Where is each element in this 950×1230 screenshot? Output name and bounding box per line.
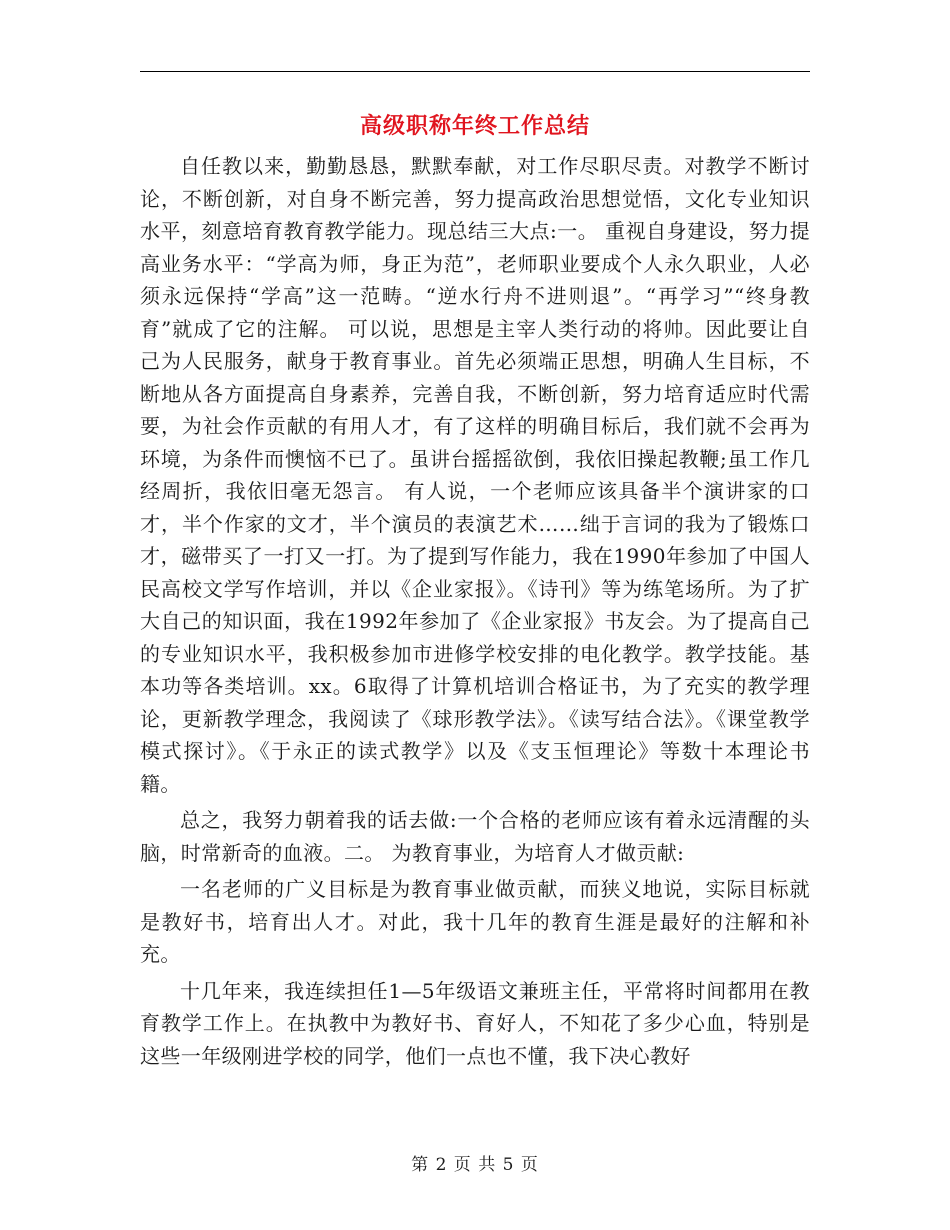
header-rule — [140, 71, 810, 72]
paragraph-3: 一名老师的广义目标是为教育事业做贡献，而狭义地说，实际目标就是教好书，培育出人才。对此，我十几年的教育生涯是最好的注解和补充。 — [140, 877, 810, 966]
paragraph-2: 总之，我努力朝着我的话去做:一个合格的老师应该有着永远清醒的头脑，时常新奇的血液。二。 为教育事业，为培育人才做贡献: — [140, 808, 810, 865]
paragraph-1: 自任教以来，勤勤恳恳，默默奉献，对工作尽职尽责。对教学不断讨论，不断创新，对自身不断完善，努力提高政治思想觉悟，文化专业知识水平，刻意培育教育教学能力。现总结三大点:一。 重视自身建设，努力提高业务水平：“学高为师，身正为范”，老师职业要成个人永久职业，人必须永远保持“学高”这一范畴。“逆水行舟不进则退”。“再学习”“终身教育”就成了它的注解。 可以说，思想是主宰人类行动的将帅。因此要让自己为人民服务，献身于教育事业。首先必须端正思想，明确人生目标，不断地从各方面提高自身素养，完善自我，不断创新，努力培育适应时代需要，为社会作贡献的有用人才，有了这样的明确目标后，我们就不会再为环境，为条件而懊恼不已了。虽讲台摇摇欲倒，我依旧操起教鞭;虽工作几经周折，我依旧毫无怨言。 有人说，一个老师应该具备半个演讲家的口才，半个作家的文才，半个演员的表演艺术……绌于言词的我为了锻炼口才，磁带买了一打又一打。为了提到写作能力，我在1990年参加了中国人民高校文学写作培训，并以《企业家报》。《诗刊》等为练笔场所。为了扩大自己的知识面，我在1992年参加了《企业家报》书友会。为了提高自己的专业知识水平，我积极参加市进修学校安排的电化教学。教学技能。基本功等各类培训。xx。6取得了计算机培训合格证书，为了充实的教学理论，更新教学理念，我阅读了《球形教学法》。《读写结合法》。《课堂教学模式探讨》。《于永正的读式教学》以及《支玉恒理论》等数十本理论书籍。 — [140, 154, 810, 796]
paragraph-4: 十几年来，我连续担任1—5年级语文兼班主任，平常将时间都用在教育教学工作上。在执教中为教好书、育好人，不知花了多少心血，特别是这些一年级刚进学校的同学，他们一点也不懂，我下决心教好 — [140, 978, 810, 1068]
document-body — [140, 150, 810, 1076]
page-number: 第 2 页 共 5 页 — [411, 1155, 539, 1175]
document-title: 高级职称年终工作总结 — [359, 113, 590, 139]
